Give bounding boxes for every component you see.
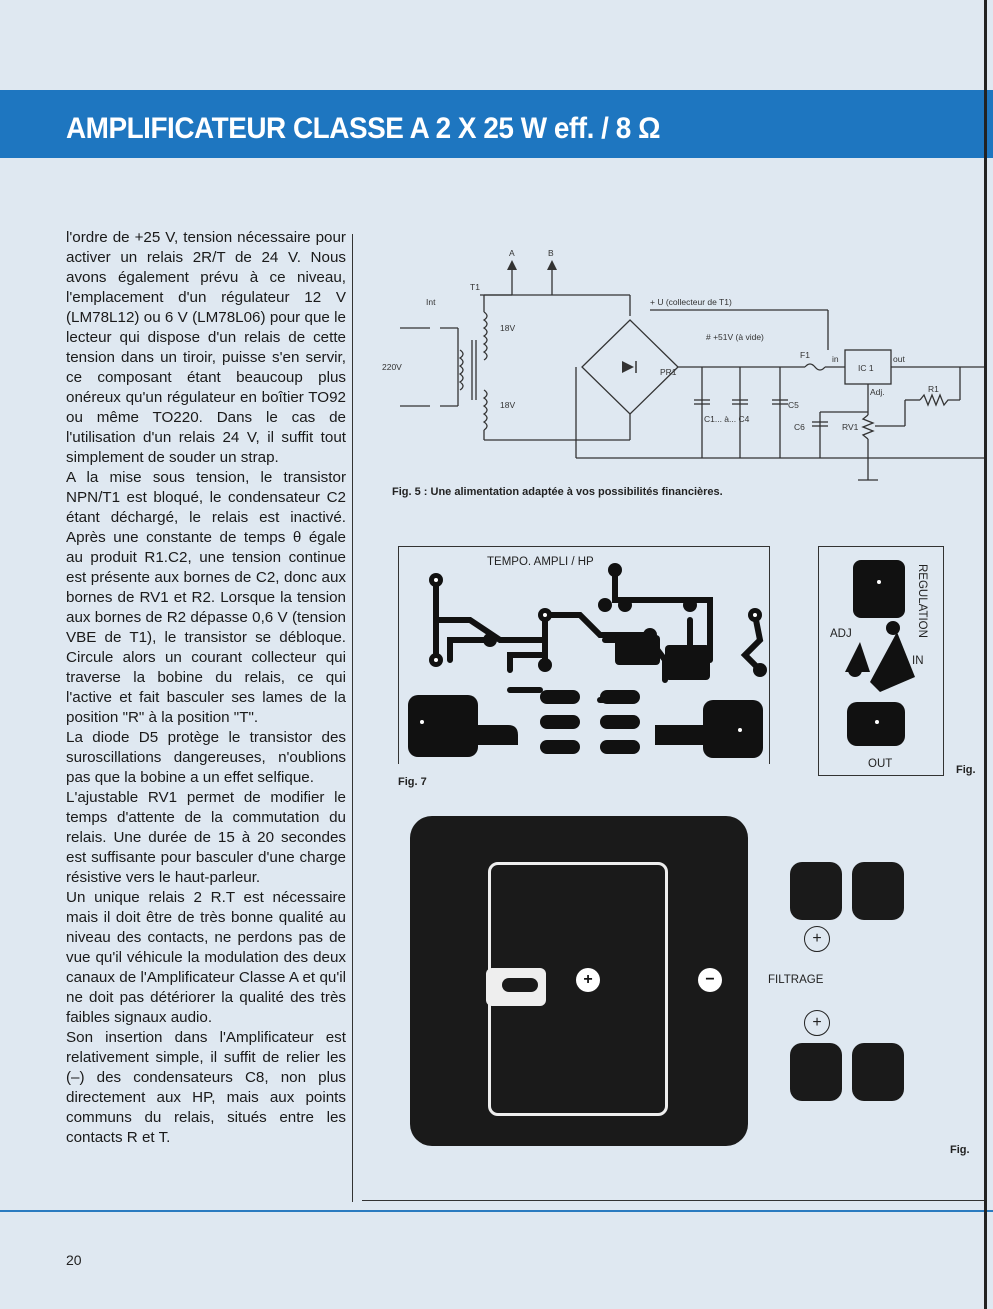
label-f1: F1 — [800, 350, 810, 360]
label-in: in — [832, 354, 839, 364]
plus-symbol: + — [812, 1014, 822, 1031]
label-adj: Adj. — [870, 387, 885, 397]
column-rule — [352, 234, 353, 1202]
pcb-out-label: OUT — [868, 758, 893, 770]
label-c1-c4: C1... à... C4 — [704, 414, 750, 424]
pcb-frame-right — [769, 546, 770, 764]
article-text — [66, 228, 346, 1148]
power-supply-schematic — [360, 240, 985, 500]
page-number: 20 — [66, 1252, 82, 1268]
filtrage-pad — [852, 1043, 904, 1101]
paragraph: l'ordre de +25 V, tension nécessaire pour activer un relais 2R/T de 24 V. Nous avons également prévu à ce niveau, l'emplacement d'un régulateur 12 V (LM78L12) ou 6 V (LM78L06) pour que le lecteur qui dispose d'un relais de cette tension dans un tiroir, puisse s'en servir, ce composant étant beaucoup plus onéreux qu'un régulateur en boîtier TO92 ou même TO220. Dans le cas de l'utilisation d'un relais 24 V, il suffit tout simplement de souder un strap. — [66, 229, 346, 466]
plus-marker — [804, 1010, 830, 1036]
label-18v: 18V — [500, 323, 516, 333]
fig5-caption: Fig. 5 : Une alimentation adaptée à vos possibilités financières. — [392, 486, 723, 498]
fig-regulation-caption: Fig. — [956, 764, 976, 776]
label-220v: 220V — [382, 362, 402, 372]
pcb-adj-label: ADJ — [830, 628, 852, 640]
page-edge — [984, 0, 987, 1309]
minus-symbol: − — [705, 971, 715, 988]
label-ucoll: + U (collecteur de T1) — [650, 297, 732, 307]
plus-symbol: + — [812, 930, 822, 947]
paragraph: A la mise sous tension, le transistor NPN/T1 est bloqué, le condensateur C2 étant déchargé, le relais est inactivé. Après une constante de temps θ égale au produit R1.C2, une tension continue est présente aux bornes de C2, donc aux bornes de RV1 et R2. Lorsque la tension aux bornes de R2 dépasse 0,6 V (tension VBE de T1), le transistor se débloque. Circule alors un courant collecteur qui traverse la bobine du relais, ce qui l'active et fait basculer ses lames de la position "R" à la position "T". — [66, 469, 346, 726]
filtrage-pad — [790, 1043, 842, 1101]
label-b: B — [548, 248, 554, 258]
page-title: AMPLIFICATEUR CLASSE A 2 X 25 W eff. / 8 Ω — [66, 112, 660, 145]
plus-pad — [576, 968, 600, 992]
label-c6: C6 — [794, 422, 805, 432]
label-pr1: PR1 — [660, 367, 677, 377]
paragraph: Son insertion dans l'Amplificateur est relativement simple, il suffit de relier les (–) des condensateurs C8, non plus directement aux HP, mais aux points communs du relais, situés entre les contacts R et T. — [66, 1029, 346, 1146]
pcb-regulation-traces — [825, 552, 925, 752]
filtrage-pad — [852, 862, 904, 920]
fig-filtrage-caption: Fig. — [950, 1144, 970, 1156]
paragraph: La diode D5 protège le transistor des suroscillations dangereuses, n'oublions pas que la bobine a un effet selfique. — [66, 729, 346, 786]
pcb-frame-top — [398, 546, 770, 547]
label-out: out — [893, 354, 905, 364]
label-18v: 18V — [500, 400, 516, 410]
bottom-rule — [0, 1210, 993, 1212]
pcb-tempo-label: TEMPO. AMPLI / HP — [487, 556, 594, 568]
pcb-filtrage-pad — [502, 978, 538, 992]
plus-symbol: + — [583, 971, 593, 988]
pcb-regulation-label: REGULATION — [916, 564, 928, 638]
filtrage-pad — [790, 862, 842, 920]
label-rv1: RV1 — [842, 422, 859, 432]
label-ic1: IC 1 — [858, 363, 874, 373]
pcb-in-label: IN — [912, 655, 924, 667]
minus-pad — [698, 968, 722, 992]
figure-frame-bottom — [362, 1200, 984, 1201]
paragraph: Un unique relais 2 R.T est nécessaire mais il doit être de très bonne qualité au niveau des contacts, ne perdons pas de vue qu'il véhicule la modulation des deux canaux de l'Amplificateur Classe A et qu'il ne doit pas détériorer la qualité des très faibles signaux audio. — [66, 889, 346, 1026]
filtrage-label: FILTRAGE — [768, 974, 824, 986]
label-a: A — [509, 248, 515, 258]
fig7-caption: Fig. 7 — [398, 776, 427, 788]
plus-marker — [804, 926, 830, 952]
label-51v: # +51V (à vide) — [706, 332, 764, 342]
label-c5: C5 — [788, 400, 799, 410]
label-t1: T1 — [470, 282, 480, 292]
paragraph: L'ajustable RV1 permet de modifier le temps d'attente de la commutation du relais. Une durée de 15 à 20 secondes est suffisante pour basculer d'une charge résistive vers le haut-parleur. — [66, 789, 346, 886]
label-int: Int — [426, 297, 436, 307]
pcb-tempo-traces — [400, 560, 768, 765]
pcb-frame-left — [398, 546, 399, 764]
label-r1: R1 — [928, 384, 939, 394]
